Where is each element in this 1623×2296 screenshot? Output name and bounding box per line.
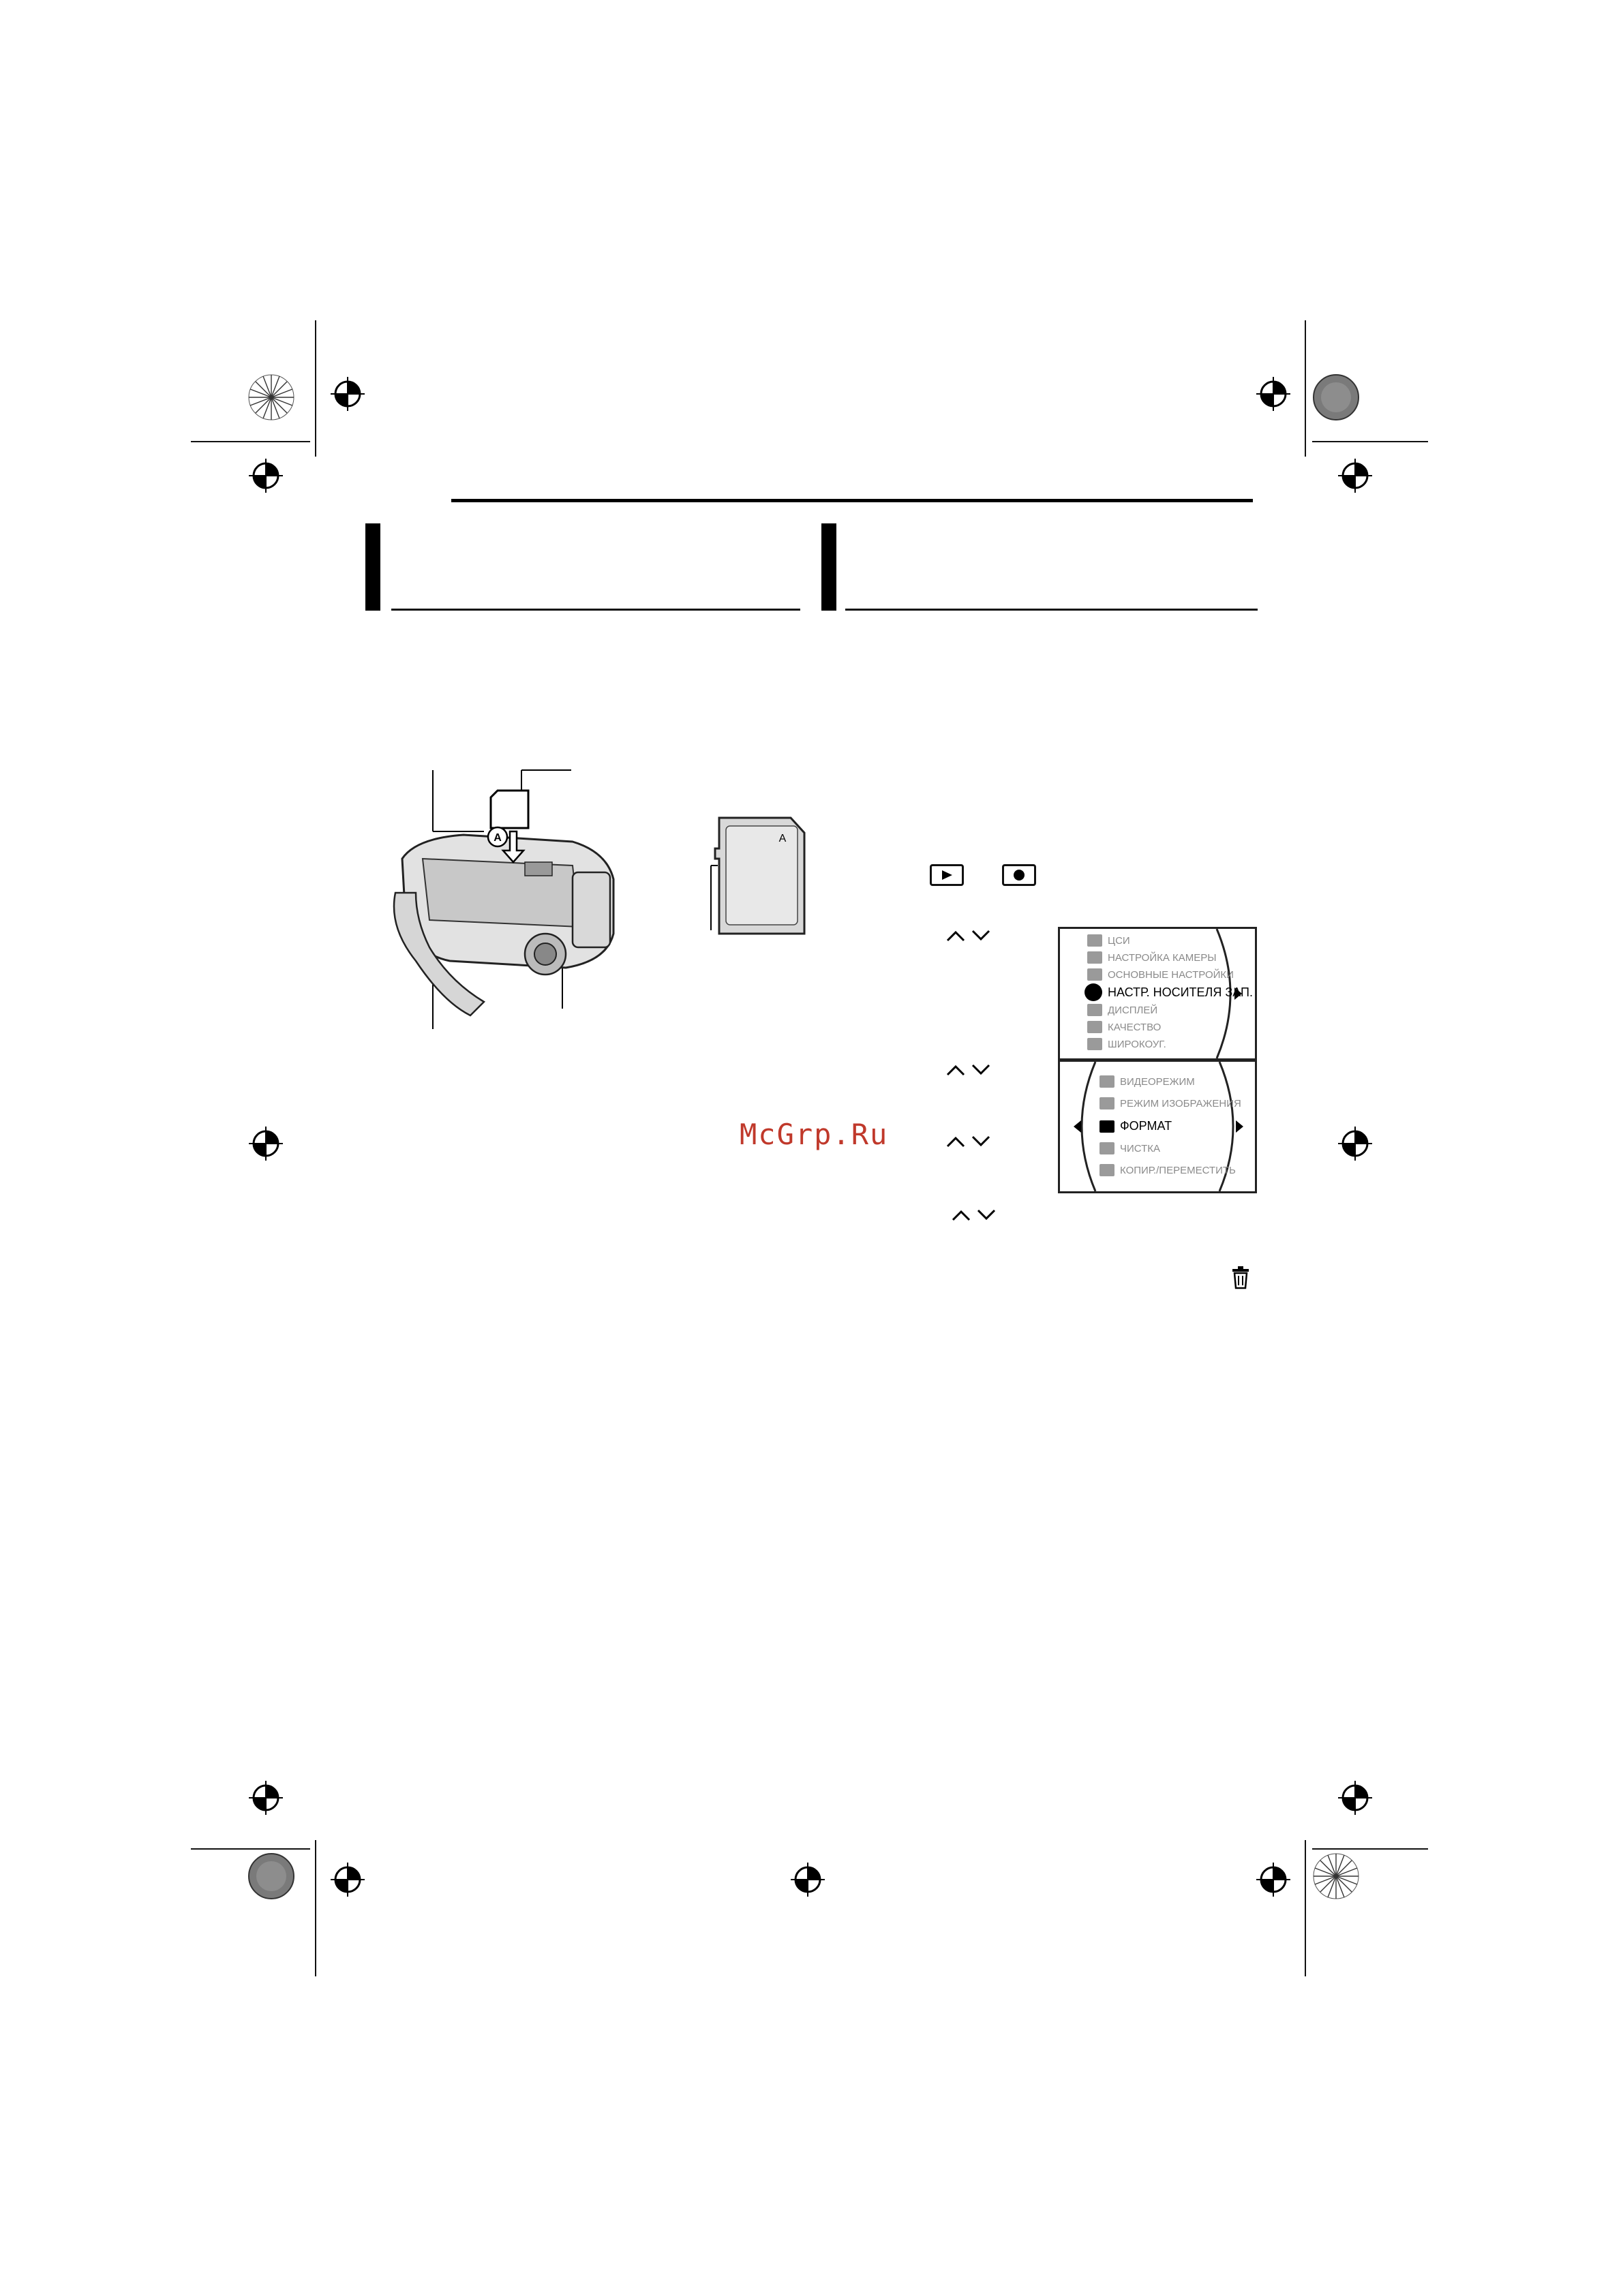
- menu-item[interactable]: ВИДЕОРЕЖИМ: [1099, 1075, 1195, 1088]
- crop-line: [1312, 1848, 1428, 1850]
- display-icon: [1087, 1004, 1102, 1016]
- menu-item[interactable]: ШИРОКОУГ.: [1087, 1038, 1166, 1050]
- crop-line: [191, 441, 310, 442]
- record-mode-button-icon: [1002, 864, 1036, 886]
- menu-item[interactable]: КАЧЕСТВО: [1087, 1021, 1161, 1033]
- up-down-arrows-icon: [950, 1205, 1011, 1225]
- registration-mark-icon: [331, 1863, 365, 1897]
- camera-setting-icon: [1087, 951, 1102, 964]
- registration-mark-icon: [249, 459, 283, 493]
- format-icon: [1099, 1120, 1114, 1133]
- registration-mark-icon: [1256, 1863, 1290, 1897]
- crop-line: [1312, 441, 1428, 442]
- up-down-arrows-icon: [944, 925, 1005, 946]
- crop-line: [1305, 1840, 1306, 1976]
- wide-icon: [1087, 1038, 1102, 1050]
- section-underline-left: [391, 609, 800, 611]
- quality-icon: [1087, 1021, 1102, 1033]
- registration-mark-icon: [249, 1127, 283, 1161]
- registration-mark-icon: [1338, 1781, 1372, 1815]
- callout-a-label: A: [494, 832, 502, 844]
- up-down-arrows-icon: [944, 1131, 1005, 1152]
- starburst-mark-icon: [1312, 1852, 1360, 1900]
- menu-item-selected[interactable]: НАСТР. НОСИТЕЛЯ ЗАП.: [1084, 983, 1253, 1001]
- clean-icon: [1099, 1142, 1114, 1154]
- registration-mark-icon: [1338, 459, 1372, 493]
- starburst-mark-icon: [247, 373, 295, 421]
- crop-line: [1305, 320, 1306, 457]
- menu-item-selected[interactable]: ФОРМАТ: [1099, 1119, 1172, 1133]
- crop-line: [315, 320, 316, 457]
- image-mode-icon: [1099, 1097, 1114, 1109]
- menu-item[interactable]: ДИСПЛЕЙ: [1087, 1004, 1157, 1016]
- section-marker-left: [365, 523, 380, 611]
- section-marker-right: [821, 523, 836, 611]
- menu-item[interactable]: НАСТРОЙКА КАМЕРЫ: [1087, 951, 1217, 964]
- crop-line: [191, 1848, 310, 1850]
- up-down-arrows-icon: [944, 1060, 1005, 1080]
- watermark-text: McGrp.Ru: [740, 1118, 889, 1151]
- registration-mark-icon: [331, 377, 365, 411]
- registration-mark-icon: [791, 1863, 825, 1897]
- section-underline-right: [845, 609, 1258, 611]
- arrow-left-icon: [1074, 1120, 1081, 1133]
- registration-mark-icon: [1338, 1127, 1372, 1161]
- arrow-right-icon: [1236, 1120, 1243, 1133]
- menu-item[interactable]: ЦСИ: [1087, 934, 1130, 947]
- media-settings-icon: [1084, 983, 1102, 1001]
- sd-card-a-label: A: [778, 833, 787, 844]
- menu-item[interactable]: ОСНОВНЫЕ НАСТРОЙКИ: [1087, 968, 1234, 981]
- menu-item[interactable]: РЕЖИМ ИЗОБРАЖЕНИЯ: [1099, 1097, 1241, 1109]
- registration-mark-icon: [1256, 377, 1290, 411]
- gray-disc-mark-icon: [247, 1852, 295, 1900]
- sd-card-illustration: [706, 811, 808, 947]
- gray-disc-mark-icon: [1312, 373, 1360, 421]
- menu-screen-media: [1058, 1060, 1257, 1193]
- play-mode-button-icon: [930, 864, 964, 886]
- header-rule: [451, 499, 1253, 502]
- registration-mark-icon: [249, 1781, 283, 1815]
- menu-item[interactable]: ЧИСТКА: [1099, 1142, 1160, 1154]
- trash-icon: [1230, 1266, 1251, 1289]
- basic-settings-icon: [1087, 968, 1102, 981]
- dsc-icon: [1087, 934, 1102, 947]
- copy-move-icon: [1099, 1164, 1114, 1176]
- crop-line: [315, 1840, 316, 1976]
- camcorder-card-insert-illustration: [389, 756, 627, 1036]
- menu-screen-main: [1058, 927, 1257, 1060]
- menu-item[interactable]: КОПИР./ПЕРЕМЕСТИТЬ: [1099, 1164, 1236, 1176]
- video-mode-icon: [1099, 1075, 1114, 1088]
- arrow-right-icon: [1234, 988, 1242, 1000]
